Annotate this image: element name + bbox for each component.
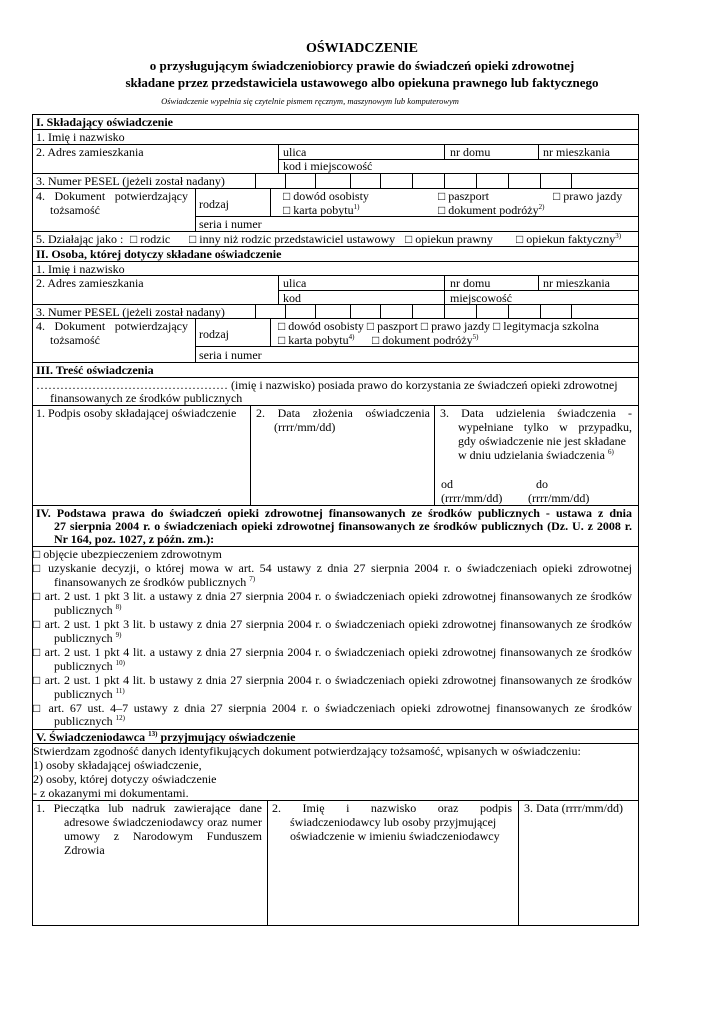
section-4-title-3: Nr 164, poz. 1027, z późn. zm.): — [54, 532, 215, 546]
signature-label: 1. Podpis osoby składającej oświadczenie — [36, 406, 237, 420]
basis-option-1[interactable]: □ objęcie ubezpieczeniem zdrowotnym — [33, 547, 222, 561]
divider — [270, 318, 271, 346]
pesel-box — [412, 173, 413, 188]
pesel-box — [315, 173, 316, 188]
pesel-box — [315, 304, 316, 318]
provider-signature-label: 2. Imię i nazwisko oraz podpis — [272, 801, 512, 815]
section-3-title: III. Treść oświadczenia — [36, 363, 154, 377]
from-date-format: (rrrr/mm/dd) — [441, 491, 503, 505]
option-travel-document[interactable]: □ dokument podróży$^{5)}$ — [372, 333, 479, 347]
pesel-label: 3. Numer PESEL (jeżeli został nadany) — [36, 305, 225, 319]
basis-option-4[interactable]: □ art. 2 ust. 1 pkt 3 lit. b ustawy z dnia 27 sierpnia 2004 r. o świadczeniach opieki zdrowotnej finansowanych ze środków — [33, 617, 632, 631]
pesel-box — [476, 304, 477, 318]
id-document-label-l1: 4. Dokument potwierdzający — [36, 189, 188, 203]
pesel-box — [444, 304, 445, 318]
document-kind-label: rodzaj — [199, 197, 229, 211]
basis-option-2[interactable]: □ uzyskanie decyzji, o której mowa w art. 54 ustawy z dnia 27 sierpnia 2004 r. o świadczeniach opieki zdrowotnej — [33, 561, 632, 575]
option-residence-card[interactable]: □ karta pobytu$^{4)}$ — [278, 333, 355, 347]
document-options[interactable]: □ dowód osobisty □ paszport □ prawo jazdy □ legitymacja szkolna — [278, 319, 599, 333]
name-label: 1. Imię i nazwisko — [36, 130, 125, 144]
name-label: 1. Imię i nazwisko — [36, 262, 125, 276]
from-label: od — [441, 477, 453, 491]
street-label: ulica — [283, 276, 307, 290]
pesel-box — [571, 173, 572, 188]
form-title: OŚWIADCZENIE — [305, 41, 419, 56]
id-document-label — [36, 189, 188, 203]
frame-right — [638, 114, 639, 926]
to-date-format: (rrrr/mm/dd) — [528, 491, 590, 505]
basis-option-6[interactable]: □ art. 2 ust. 1 pkt 4 lit. b ustawy z dnia 27 sierpnia 2004 r. o świadczeniach opieki zdrowotnej finansowanych ze środków — [33, 673, 632, 687]
confirmation-footer: - z okazanymi mi dokumentami. — [33, 786, 189, 800]
service-date-note-3: w dniu udzielania świadczenia $^{6)}$ — [458, 448, 614, 462]
provider-stamp-label-4: Zdrowia — [64, 843, 105, 857]
provider-signature-label-2: świadczeniodawcy lub osoby przyjmującej — [290, 815, 497, 829]
service-date-label: 3. Data udzielenia świadczenia - — [440, 406, 632, 420]
section-1-title: I. Składający oświadczenie — [36, 115, 174, 129]
provider-signature-label-3: oświadczenie w imieniu świadczeniodawcy — [290, 829, 500, 843]
service-date-note: wypełniane tylko w przypadku, — [458, 420, 632, 434]
option-id-card[interactable]: □ dowód osobisty — [283, 189, 369, 203]
pesel-box — [540, 304, 541, 318]
provider-stamp-label: 1. Pieczątka lub nadruk zawierające dane — [36, 801, 262, 815]
provider-stamp-label-3: umowy z Narodowym Funduszem — [64, 829, 262, 843]
house-number-label: nr domu — [450, 145, 491, 159]
divider — [444, 275, 445, 304]
pesel-box — [380, 304, 381, 318]
acceptance-date-label: 3. Data (rrrr/mm/dd) — [524, 801, 623, 815]
option-legal-guardian[interactable]: □ opiekun prawny — [405, 232, 493, 246]
basis-option-7[interactable]: □ art. 67 ust. 4–7 ustawy z dnia 27 sierpnia 2004 r. o świadczeniach opieki zdrowotnej finansowanych ze środków — [33, 701, 632, 715]
basis-option-7-cont: publicznych $^{12)}$ — [54, 714, 125, 728]
divider — [278, 275, 279, 304]
frame-left — [32, 114, 33, 926]
pesel-box — [255, 304, 256, 318]
option-parent[interactable]: □ rodzic — [130, 232, 171, 246]
service-date-note-2: gdy oświadczenie nie jest składane — [458, 434, 626, 448]
divider — [444, 144, 445, 159]
city-label: kod i miejscowość — [283, 159, 373, 173]
confirmation-item-1: 1) osoby składającej oświadczenie, — [33, 758, 202, 772]
pesel-box — [508, 304, 509, 318]
form-subtitle: o przysługującym świadczeniobiorcy prawie do świadczeń opieki zdrowotnej — [149, 58, 575, 73]
section-4-title-2: 27 sierpnia 2004 r. o świadczeniach opieki zdrowotnej finansowanych ze środków publicznych (Dz. U. z 2008 r. — [54, 519, 632, 533]
acting-as-label: 5. Działając jako : — [36, 232, 124, 246]
pesel-box — [476, 173, 477, 188]
option-passport[interactable]: □ paszport — [438, 189, 489, 203]
divider — [195, 318, 196, 362]
pesel-box — [255, 173, 256, 188]
basis-option-3[interactable]: □ art. 2 ust. 1 pkt 3 lit. a ustawy z dnia 27 sierpnia 2004 r. o świadczeniach opieki zdrowotnej finansowanych ze środków — [33, 589, 632, 603]
pesel-box — [350, 173, 351, 188]
pesel-box — [571, 304, 572, 318]
date-format: (rrrr/mm/dd) — [274, 420, 336, 434]
street-label: ulica — [283, 145, 307, 159]
statement-text-2: finansowanych ze środków publicznych — [50, 391, 243, 405]
section-5-title: V. Świadczeniodawca $^{13)}$ przyjmujący oświadczenie — [36, 730, 296, 744]
id-document-label-2: tożsamość — [50, 203, 100, 217]
address-label: 2. Adres zamieszkania — [36, 276, 144, 290]
basis-option-4-cont: publicznych $^{9)}$ — [54, 631, 122, 645]
submission-date-label: 2. Data złożenia oświadczenia — [256, 406, 430, 420]
basis-option-5-cont: publicznych $^{10)}$ — [54, 659, 125, 673]
pesel-box — [540, 173, 541, 188]
option-driving-license[interactable]: □ prawo jazdy — [553, 189, 623, 203]
to-label: do — [536, 477, 548, 491]
divider — [434, 405, 435, 505]
confirmation-text: Stwierdzam zgodność danych identyfikujących dokument potwierdzający tożsamość, wpisanych w oświadczeniu: — [33, 744, 581, 758]
pesel-box — [412, 304, 413, 318]
postal-code-label: kod — [283, 291, 301, 305]
divider — [267, 800, 268, 925]
option-other-representative[interactable]: □ inny niż rodzic przedstawiciel ustawowy — [189, 232, 396, 246]
divider — [538, 275, 539, 290]
pesel-box — [350, 304, 351, 318]
frame-bottom — [32, 925, 639, 926]
provider-stamp-label-2: adresowe świadczeniodawcy oraz numer — [64, 815, 262, 829]
pesel-box — [508, 173, 509, 188]
series-number-label: seria i numer — [199, 217, 262, 231]
house-number-label: nr domu — [450, 276, 491, 290]
form-subtitle-2: składane przez przedstawiciela ustawowego albo opiekuna prawnego lub faktycznego — [125, 75, 599, 90]
statement-text: ………………………………………… (imię i nazwisko) posiada prawo do korzystania ze świadczeń opieki zdrowotnej — [36, 378, 618, 392]
flat-number-label: nr mieszkania — [543, 276, 610, 290]
option-travel-document[interactable]: □ dokument podróży$^{2)}$ — [438, 203, 545, 217]
id-document-label-l1: 4. Dokument potwierdzający — [36, 319, 188, 333]
option-actual-guardian[interactable]: □ opiekun faktyczny$^{3)}$ — [516, 232, 622, 246]
section-4-title: IV. Podstawa prawa do świadczeń opieki zdrowotnej finansowanych ze środków publicznych - ustawa z dnia — [36, 506, 632, 520]
id-document-label — [36, 319, 188, 333]
series-number-label: seria i numer — [199, 348, 262, 362]
option-residence-card[interactable]: □ karta pobytu$^{1)}$ — [283, 203, 360, 217]
divider — [278, 144, 279, 173]
document-kind-label: rodzaj — [199, 327, 229, 341]
basis-option-6-cont: publicznych $^{11)}$ — [54, 687, 125, 701]
divider — [518, 800, 519, 925]
pesel-box — [380, 173, 381, 188]
divider — [250, 405, 251, 505]
basis-option-2-cont: finansowanych ze środków publicznych $^{7)}$ — [54, 575, 256, 589]
basis-option-5[interactable]: □ art. 2 ust. 1 pkt 4 lit. a ustawy z dnia 27 sierpnia 2004 r. o świadczeniach opieki zdrowotnej finansowanych ze środków — [33, 645, 632, 659]
confirmation-item-2: 2) osoby, której dotyczy oświadczenie — [33, 772, 217, 786]
divider — [538, 144, 539, 159]
flat-number-label: nr mieszkania — [543, 145, 610, 159]
city-label: miejscowość — [450, 291, 512, 305]
basis-option-3-cont: publicznych $^{8)}$ — [54, 603, 122, 617]
pesel-box — [444, 173, 445, 188]
id-document-label-2: tożsamość — [50, 333, 100, 347]
pesel-box — [285, 173, 286, 188]
divider — [195, 188, 196, 231]
address-label: 2. Adres zamieszkania — [36, 145, 144, 159]
pesel-box — [285, 304, 286, 318]
section-2-title: II. Osoba, której dotyczy składane oświadczenie — [36, 247, 282, 261]
pesel-label: 3. Numer PESEL (jeżeli został nadany) — [36, 174, 225, 188]
divider — [270, 188, 271, 216]
fill-instruction: Oświadczenie wypełnia się czytelnie pismem ręcznym, maszynowym lub komputerowym — [161, 96, 459, 106]
